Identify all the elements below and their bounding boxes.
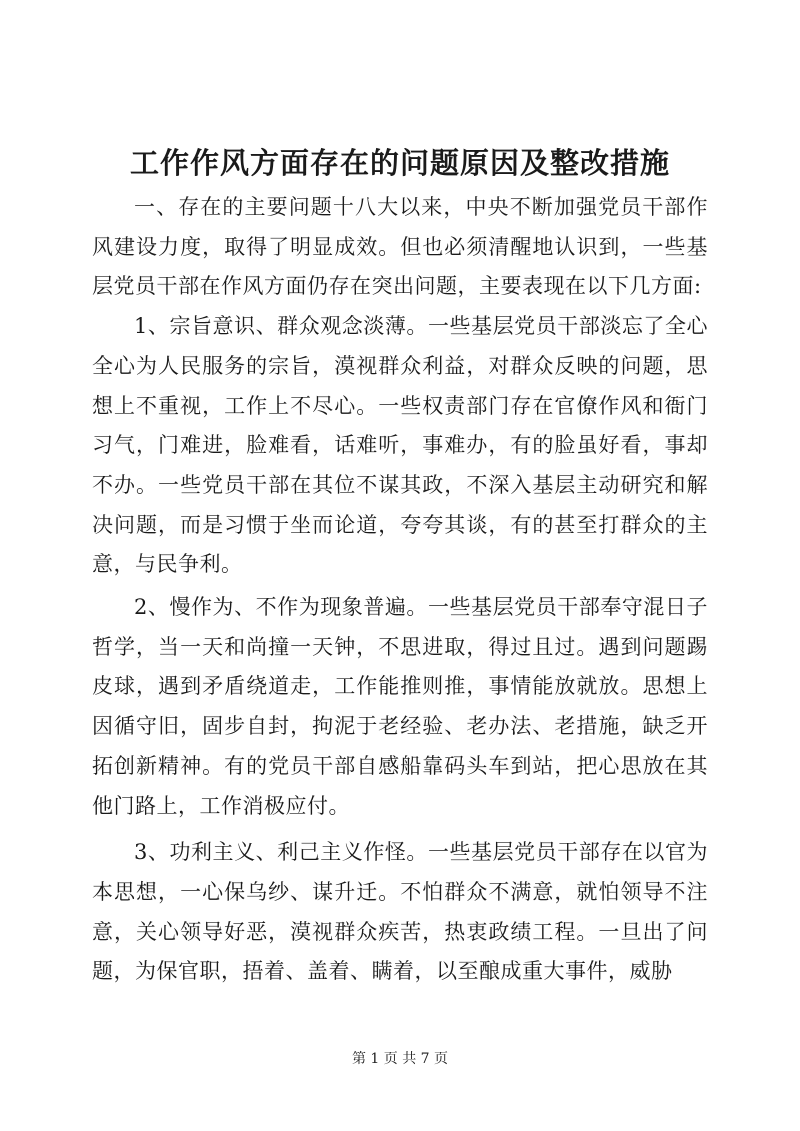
paragraph-intro: 一、存在的主要问题十八大以来，中央不断加强党员干部作风建设力度，取得了明显成效。但也必须清醒地认识到，一些基层党员干部在作风方面仍存在突出问题，主要表现在以下几方面:	[92, 195, 708, 299]
paragraph-item-1: 1、宗旨意识、群众观念淡薄。一些基层党员干部淡忘了全心全心为人民服务的宗旨，漠视群众利益，对群众反映的问题，思想上不重视，工作上不尽心。一些权责部门存在官僚作风和衙门习气，门难进，脸难看，话难听，事难办，有的脸虽好看，事却不办。一些党员干部在其位不谋其政，不深入基层主动研究和解决问题，而是习惯于坐而论道，夸夸其谈，有的甚至打群众的主意，与民争利。	[92, 314, 708, 577]
document-body	[92, 188, 708, 992]
document-title: 工作作风方面存在的问题原因及整改措施	[129, 146, 670, 180]
page-number-footer: 第 1 页 共 7 页	[351, 1051, 449, 1067]
paragraph-item-2: 2、慢作为、不作为现象普遍。一些基层党员干部奉守混日子哲学，当一天和尚撞一天钟，不思进取，得过且过。遇到问题踢皮球，遇到矛盾绕道走，工作能推则推，事情能放就放。思想上因循守旧，固步自封，拘泥于老经验、老办法、老措施，缺乏开拓创新精神。有的党员干部自感船靠码头车到站，把心思放在其他门路上，工作消极应付。	[92, 595, 708, 818]
paragraph-item-3: 3、功利主义、利己主义作怪。一些基层党员干部存在以官为本思想，一心保乌纱、谋升迁。不怕群众不满意，就怕领导不注意，关心领导好恶，漠视群众疾苦，热衷政绩工程。一旦出了问题，为保官职，捂着、盖着、瞒着，以至酿成重大事件，威胁	[92, 840, 708, 984]
